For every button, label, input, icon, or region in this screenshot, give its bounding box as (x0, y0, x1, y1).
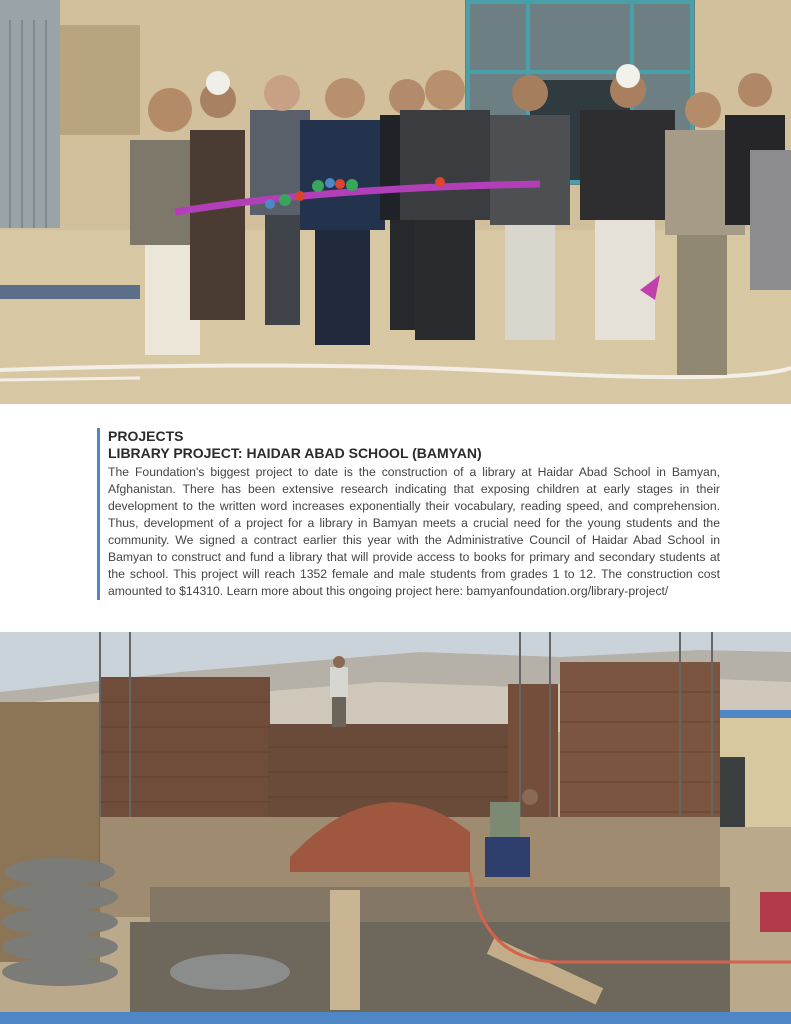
article-body: The Foundation's biggest project to date is the construction of a library at Haidar Abad School in Bamyan, Afghanistan. There has been extensive research indicating that exposing children at early stages in their development to the written word increases exponentially their vocabulary, reading speed, and comprehension. Thus, development of a project for a library in Bamyan meets a crucial need for the young students and the community. We signed a contract earlier this year with the Administrative Council of Haidar Abad School in Bamyan to construct and fund a library that will provide access to books for primary and secondary students at the school. This project will reach 1352 female and male students from grades 1 to 12. The construction cost amounted to $14310. Learn more about this ongoing project here: bamyanfoundation.org/library-project/ (108, 465, 720, 598)
footer-accent-bar (0, 1012, 791, 1024)
ribbon-cutting-illustration (0, 0, 791, 404)
section-label: PROJECTS (108, 428, 184, 444)
article-title: LIBRARY PROJECT: HAIDAR ABAD SCHOOL (BAMYAN) (108, 445, 482, 461)
article-block (97, 428, 720, 600)
ribbon-cutting-photo (0, 0, 791, 404)
construction-site-illustration (0, 632, 791, 1012)
construction-site-photo (0, 632, 791, 1012)
